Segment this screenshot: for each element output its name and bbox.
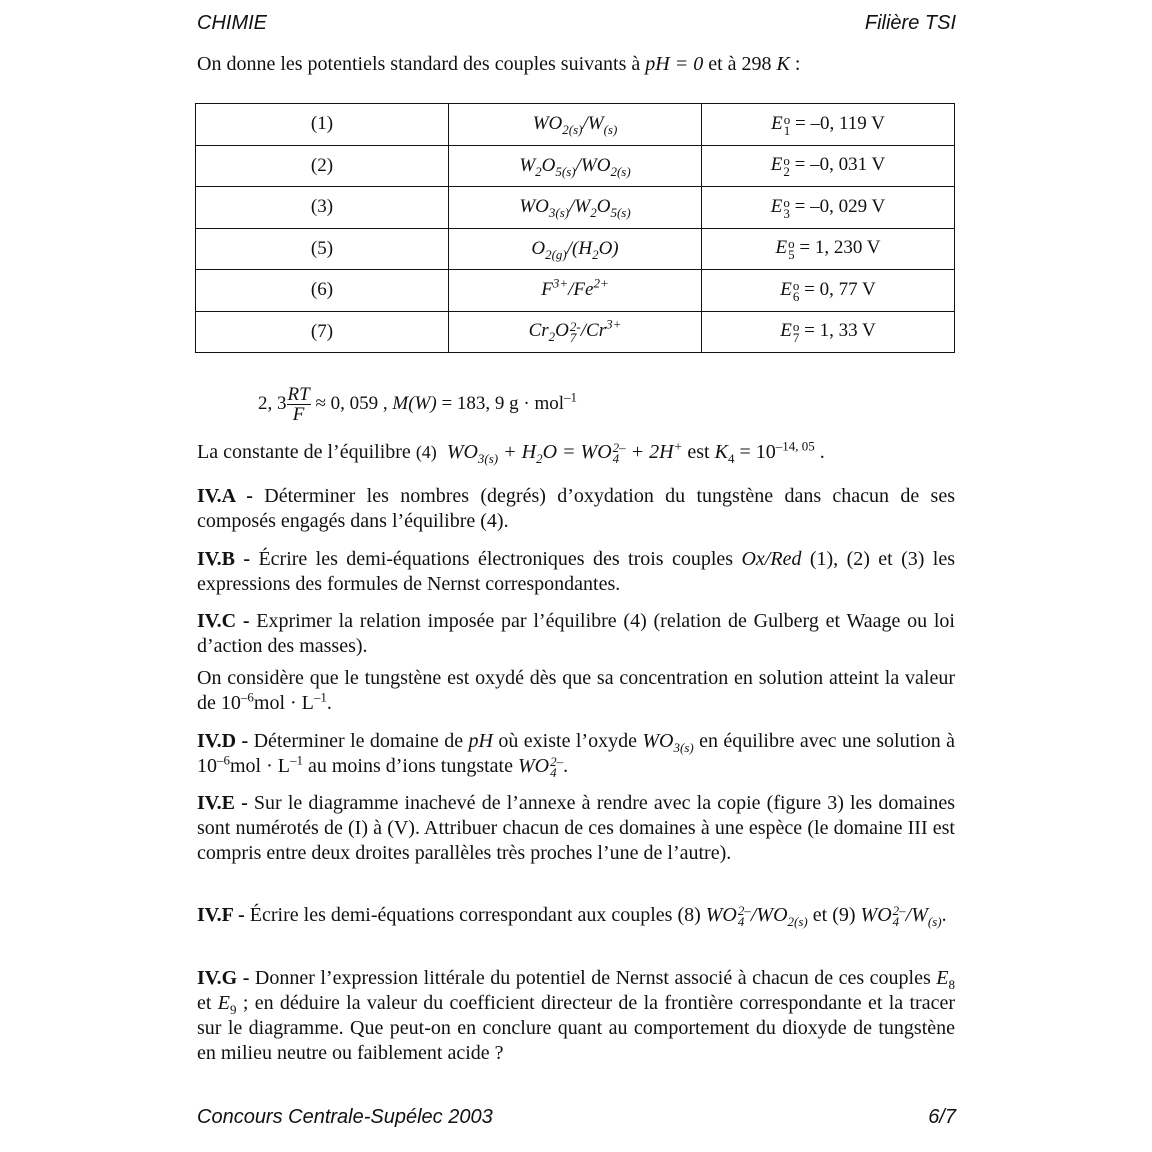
- constants-line: [258, 385, 577, 424]
- equilibrium-line: La constante de l’équilibre (4) $WO_{3(s)} + H_2O$ = WO 2– 4 + 2H+ est $K_4 = 10^{-14, 05}$ .: [197, 438, 825, 467]
- row-number: (2): [196, 145, 449, 187]
- tungstate-formula: WO 2– 4: [517, 754, 564, 781]
- standard-potential: E o 6 = 0, 77 V: [702, 270, 955, 312]
- equilibrium-k: K: [714, 441, 728, 463]
- redox-couple: $F^{3+}/Fe^{2+}$: [449, 270, 702, 312]
- equilibrium-num: (4): [415, 442, 437, 462]
- potentials-table: [195, 103, 955, 353]
- ox-red: Ox/Red: [741, 548, 802, 570]
- table-row: [196, 187, 955, 229]
- question-label: IV.A -: [197, 485, 253, 507]
- footer-page-number: 6/7: [928, 1106, 956, 1128]
- intro-and: et à: [708, 53, 737, 75]
- question-text: Exprimer la relation imposée par l’équilibre (4) (relation de Gulberg et Waage ou loi d’action des masses).: [197, 610, 955, 657]
- header-subject: CHIMIE: [197, 12, 267, 34]
- row-number: (1): [196, 104, 449, 146]
- molar-mass-value: = 183, 9 g · mol: [441, 392, 565, 414]
- standard-potential: E o 7 = 1, 33 V: [702, 311, 955, 353]
- question-label: IV.D -: [197, 730, 249, 752]
- table-row: [196, 311, 955, 353]
- oxidation-note: On considère que le tungstène est oxydé dès que sa concentration en solution atteint la valeur de $10^{-6}mol \cdot L^{-1}$.: [197, 667, 955, 714]
- question-text: Sur le diagramme inachevé de l’annexe à rendre avec la copie (figure 3) les domaines sont numérotés de (I) à (V). Attribuer chacun de ces domaines à une espèce (le domaine III est compris entre deux droites parallèles très proches l’une de l’autre).: [197, 792, 956, 864]
- question-g: IV.G - Donner l’expression littérale du potentiel de Nernst associé à chacun de ces couples $E_8$ et $E_9$ ; en déduire la valeur du coefficient directeur de la frontière correspondante et la tracer sur le diagramme. Que peut-on en conclure quant au comportement du dioxyde de tungstène en milieu neutre ou faiblement acide ?: [197, 967, 956, 1064]
- question-e: [197, 791, 955, 866]
- table-row: [196, 145, 955, 187]
- intro-ph: pH = 0: [645, 53, 704, 75]
- equilibrium-kval: = 10: [739, 441, 776, 463]
- question-text: Écrire les demi-équations électroniques des trois couples: [258, 548, 734, 570]
- redox-couple: $WO_{3(s)}/W_2O_{5(s)}$: [449, 187, 702, 229]
- redox-couple: $W_2O_{5(s)}/WO_{2(s)}$: [449, 145, 702, 187]
- equilibrium-reaction: $WO_{3(s)} + H_2O$ = WO 2– 4 + 2H+: [441, 438, 683, 467]
- row-number: (6): [196, 270, 449, 312]
- oxide-formula: $WO_{3(s)}$: [642, 730, 694, 755]
- question-c: [197, 609, 955, 659]
- redox-couple: $WO_{2(s)}/W_{(s)}$: [449, 104, 702, 146]
- question-f: IV.F - Écrire les demi-équations correspondant aux couples (8) WO 2– 4 $/WO_{2(s)}$ et (9) WO 2– 4 $/W_{(s)}$.: [197, 903, 947, 930]
- footer-exam: Concours Centrale-Supélec 2003: [197, 1106, 493, 1128]
- constants-approx: ≈ 0, 059 ,: [315, 392, 388, 414]
- row-number: (3): [196, 187, 449, 229]
- equilibrium-kexp: –14, 05: [775, 438, 815, 454]
- molar-mass-label: M(W): [392, 392, 437, 414]
- standard-potential: E o 2 = –0, 031 V: [702, 145, 955, 187]
- question-label: IV.F -: [197, 904, 245, 926]
- table-row: [196, 104, 955, 146]
- constants-prefix: 2, 3: [258, 392, 287, 414]
- equilibrium-est: est: [687, 441, 710, 463]
- standard-potential: E o 3 = –0, 029 V: [702, 187, 955, 229]
- question-d: IV.D - Déterminer le domaine de pH où existe l’oxyde $WO_{3(s)}$ en équilibre avec une solution à $10^{-6}mol \cdot L^{-1}$ au moins d’ions tungstate WO 2– 4 .: [197, 730, 956, 781]
- question-label: IV.G -: [197, 967, 250, 989]
- standard-potential: E o 5 = 1, 230 V: [702, 228, 955, 270]
- header-track: Filière TSI: [864, 12, 956, 34]
- question-label: IV.E -: [197, 792, 248, 814]
- question-a: [197, 484, 955, 534]
- table-row: [196, 270, 955, 312]
- intro-line: [197, 52, 957, 77]
- table-row: [196, 228, 955, 270]
- question-text: Déterminer les nombres (degrés) d’oxydation du tungstène dans chacun de ses composés engagés dans l’équilibre (4).: [197, 485, 955, 532]
- intro-temp: 298: [741, 53, 772, 75]
- row-number: (7): [196, 311, 449, 353]
- question-label: IV.B -: [197, 548, 251, 570]
- intro-colon: :: [794, 53, 801, 75]
- intro-unit: K: [776, 53, 790, 75]
- question-b: IV.B - Écrire les demi-équations électroniques des trois couples Ox/Red (1), (2) et (3) les expressions des formules de Nernst correspondantes.: [197, 548, 956, 595]
- redox-couple: $Cr_2O$ 2- 7 $/Cr^{3+}$: [449, 311, 702, 353]
- row-number: (5): [196, 228, 449, 270]
- couple-9: WO 2– 4 $/W_{(s)}$: [860, 903, 942, 930]
- intro-text: On donne les potentiels standard des couples suivants à: [197, 53, 641, 75]
- rt-over-f: $\frac{RT}{F}$: [287, 384, 310, 425]
- equilibrium-text: La constante de l’équilibre: [197, 441, 411, 463]
- redox-couple: $O_{2(g)}/(H_2O)$: [449, 228, 702, 270]
- question-label: IV.C -: [197, 610, 250, 632]
- molar-mass-exp: –1: [564, 389, 578, 405]
- standard-potential: E o 1 = –0, 119 V: [702, 104, 955, 146]
- couple-8: WO 2– 4 $/WO_{2(s)}$: [705, 903, 808, 930]
